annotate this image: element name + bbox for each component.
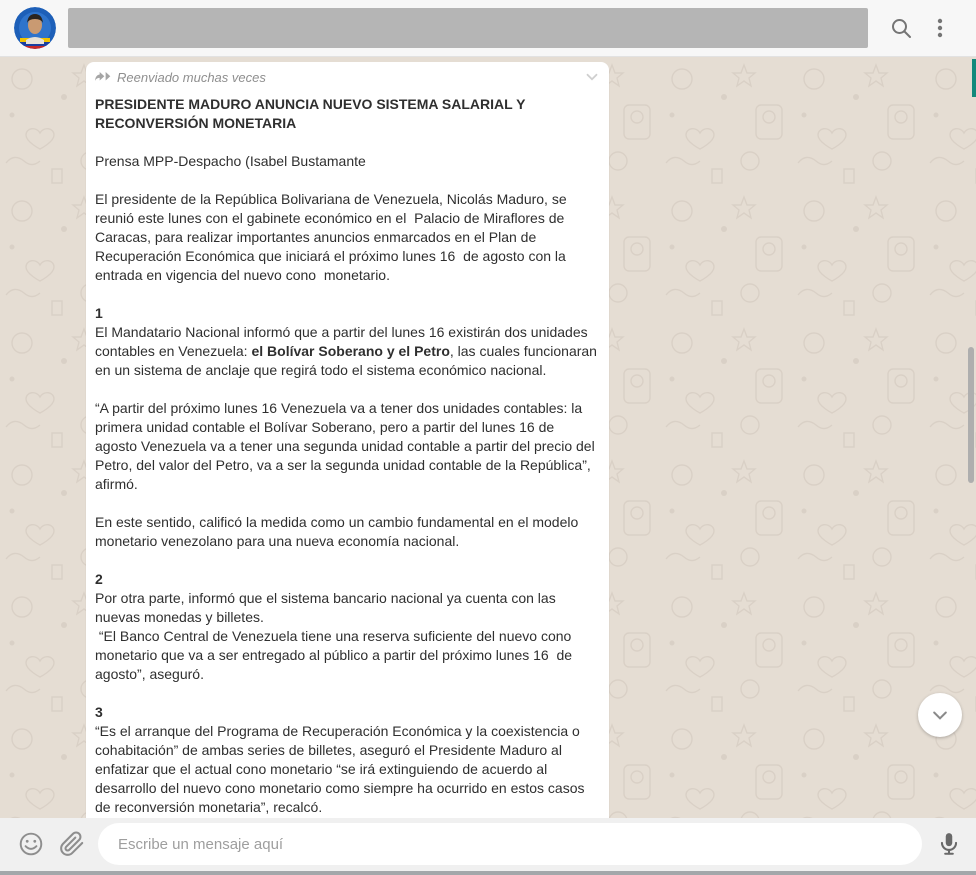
- composer-bar: [0, 818, 976, 871]
- window-bottom-edge: [0, 871, 976, 875]
- avatar-image: [14, 7, 56, 49]
- microphone-icon[interactable]: [936, 831, 962, 857]
- chat-panel: [0, 57, 976, 818]
- message-input[interactable]: [98, 823, 922, 865]
- message-paragraph: 1 El Mandatario Nacional informó que a partir del lunes 16 existirán dos unidades contables en Venezuela: el Bolívar Soberano y el Petro, las cuales funcionaran en un sistema de anclaje que regirá todo el sistema económico nacional.: [95, 305, 601, 378]
- message-paragraph: PRESIDENTE MADURO ANUNCIA NUEVO SISTEMA SALARIAL Y RECONVERSIÓN MONETARIA: [95, 96, 530, 131]
- message-text: [95, 95, 600, 817]
- search-icon[interactable]: [889, 16, 913, 40]
- message-paragraph: “A partir del próximo lunes 16 Venezuela va a tener dos unidades contables: la primera unidad contable el Bolívar Soberano, pero a partir del lunes 16 de agosto Venezuela va a tener una segunda unidad contable a partir del precio del Petro, del valor del Petro, va a ser la segunda unidad contable de la República”, afirmó.: [95, 400, 599, 492]
- scroll-to-bottom-button[interactable]: [918, 693, 962, 737]
- message-paragraph: Prensa MPP-Despacho (Isabel Bustamante: [95, 153, 366, 169]
- message-paragraph: 3 “Es el arranque del Programa de Recuperación Económica y la coexistencia o cohabitación” de ambas series de billetes, aseguró el Presidente Maduro al enfatizar que el actual cono monetario “se irá extinguiendo de acuerdo al desarrollo del nuevo cono monetario como siempre ha ocurrido en estos casos de reconversión monetaria”, recalcó.: [95, 704, 589, 815]
- forwarded-icon: [95, 71, 112, 84]
- message-paragraph: El presidente de la República Bolivariana de Venezuela, Nicolás Maduro, se reunió este lunes con el gabinete económico en el Palacio de Miraflores de Caracas, para realizar importantes anuncios enmarcados en el Plan de Recuperación Económica que iniciará el próximo lunes 16 de agosto con la entrada en vigencia del nuevo cono monetario.: [95, 191, 571, 283]
- scrollbar-thumb[interactable]: [968, 347, 974, 483]
- emoji-icon[interactable]: [18, 831, 44, 857]
- chat-title-redacted: [68, 8, 868, 48]
- message-paragraph: En este sentido, calificó la medida como un cambio fundamental en el modelo monetario venezolano para una nueva economía nacional.: [95, 514, 583, 549]
- chevron-down-icon: [930, 705, 950, 725]
- attach-paperclip-icon[interactable]: [59, 831, 85, 857]
- message-menu-chevron-icon[interactable]: [583, 68, 601, 86]
- unread-accent-strip: [972, 59, 976, 97]
- message-paragraph: 2 Por otra parte, informó que el sistema bancario nacional ya cuenta con las nuevas monedas y billetes. “El Banco Central de Venezuela tiene una reserva suficiente del nuevo cono monetario que va a ser entregado al público a partir del próximo lunes 16 de agosto”, aseguró.: [95, 571, 576, 682]
- menu-kebab-icon[interactable]: [928, 16, 952, 40]
- forwarded-indicator: [95, 70, 600, 85]
- forwarded-label: Reenviado muchas veces: [117, 70, 266, 85]
- chat-header: [0, 0, 976, 57]
- contact-avatar[interactable]: [14, 7, 56, 49]
- message-bubble: [86, 62, 609, 818]
